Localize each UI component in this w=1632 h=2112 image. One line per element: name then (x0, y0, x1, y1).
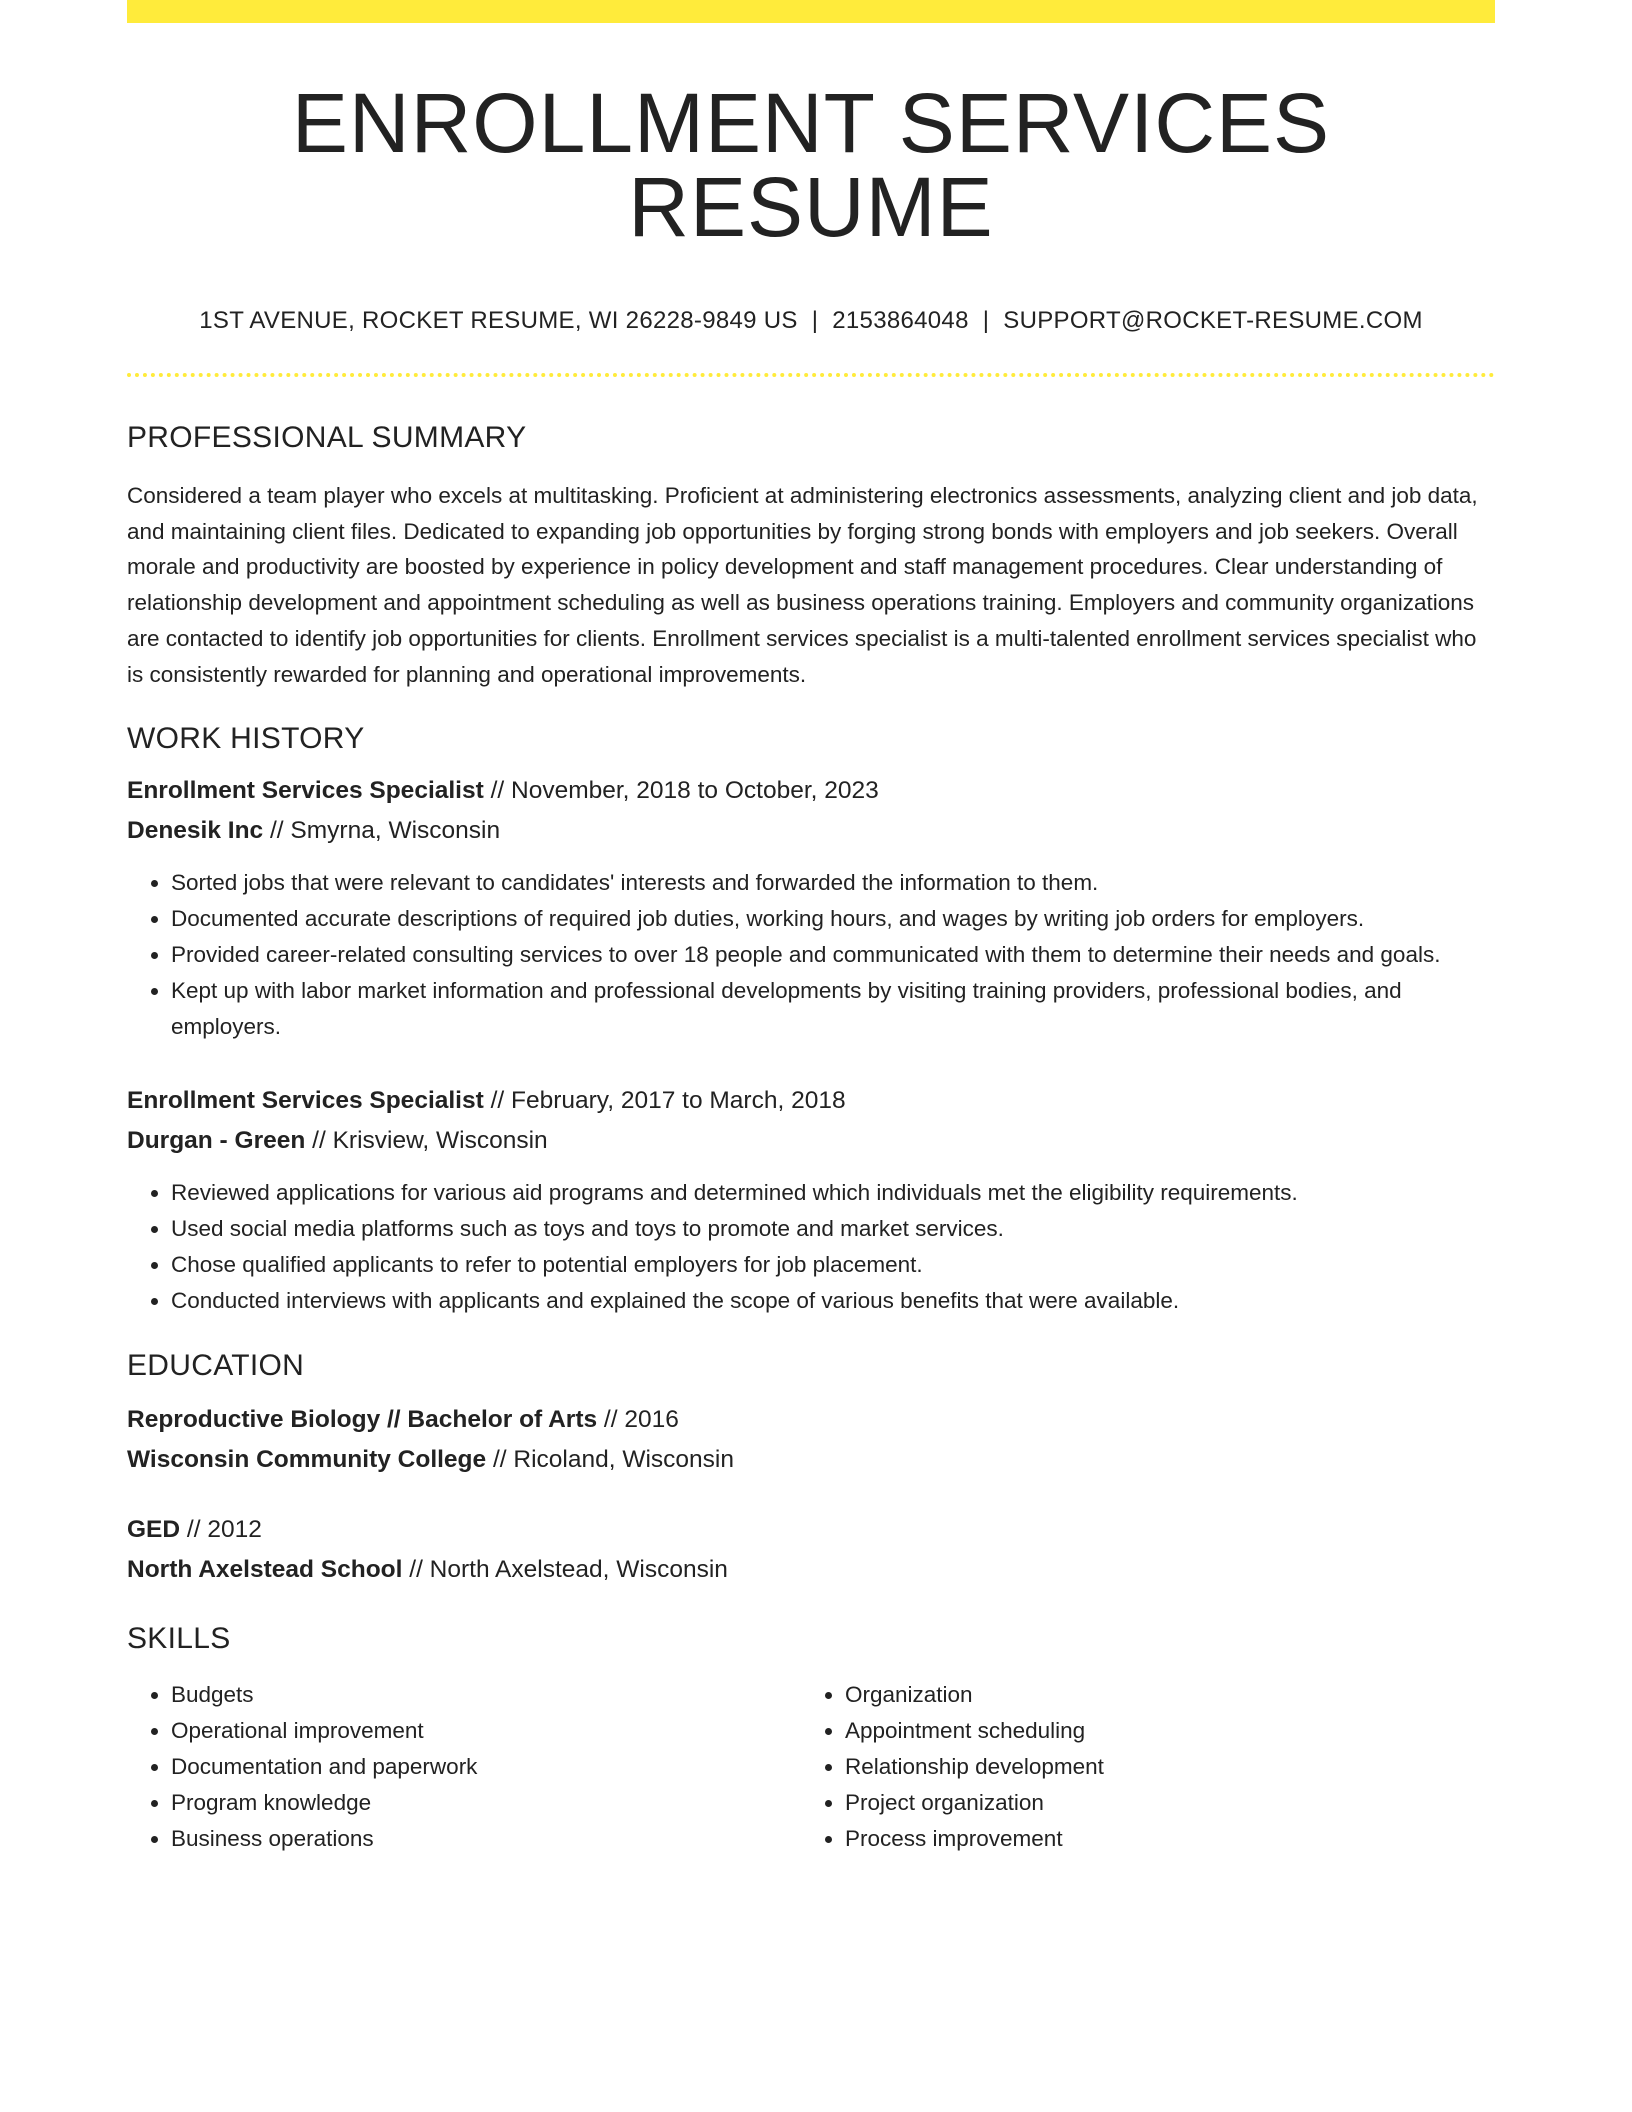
job-company: Denesik Inc (127, 817, 264, 845)
job-position: Enrollment Services Specialist (127, 777, 484, 805)
education-degree-line (127, 1400, 1495, 1440)
resume-title: ENROLLMENT SERVICES RESUME (291, 76, 1331, 254)
skill-item: • Organization (845, 1677, 1475, 1713)
education-school: North Axelstead School (127, 1556, 403, 1584)
education-location: // North Axelstead, Wisconsin (402, 1556, 728, 1584)
accent-top-bar (127, 0, 1495, 23)
skills-columns (127, 1677, 1495, 1857)
job-duties-list (127, 865, 1495, 1045)
job-position: Enrollment Services Specialist (127, 1087, 484, 1115)
education-entry (127, 1510, 1495, 1590)
job-duty-item: • Kept up with labor market information and professional developments by visiting training providers, professional bodies, and employers. (171, 973, 1495, 1045)
job-company: Durgan - Green (127, 1127, 306, 1155)
education-year: // 2012 (180, 1516, 262, 1544)
job-company-line (127, 811, 1495, 851)
skill-item: • Operational improvement (171, 1713, 801, 1749)
job-dates: // February, 2017 to March, 2018 (483, 1087, 846, 1115)
job-title-line (127, 771, 1495, 811)
skills-list-right (801, 1677, 1475, 1857)
job-duty-item: • Chose qualified applicants to refer to potential employers for job placement. (171, 1247, 1495, 1283)
job-duty-item: • Sorted jobs that were relevant to candidates' interests and forwarded the information to them. (171, 865, 1495, 901)
contact-line (127, 307, 1495, 335)
contact-email: SUPPORT@ROCKET-RESUME.COM (1003, 307, 1423, 334)
job-title-line (127, 1081, 1495, 1121)
summary-text: Considered a team player who excels at multitasking. Proficient at administering electronics assessments, analyzing client and job data, and maintaining client files. Dedicated to expanding job opportunities by forging strong bonds with employers and job seekers. Overall morale and productivity are boosted by experience in policy development and staff management procedures. Clear understanding of relationship development and appointment scheduling as well as business operations training. Employers and community organizations are contacted to identify job opportunities for clients. Enrollment services specialist is a multi-talented enrollment services specialist who is consistently rewarded for planning and operational improvements. (127, 483, 1478, 687)
contact-address: 1ST AVENUE, ROCKET RESUME, WI 26228-9849 US (199, 307, 798, 334)
contact-separator: | (982, 307, 990, 334)
job-duty-item: • Provided career-related consulting services to over 18 people and communicated with them to determine their needs and goals. (171, 937, 1495, 973)
job-duty-item: • Documented accurate descriptions of required job duties, working hours, and wages by writing job orders for employers. (171, 901, 1495, 937)
education-degree: Reproductive Biology // Bachelor of Arts (127, 1406, 598, 1434)
job-entry (127, 771, 1495, 1045)
skill-item: • Process improvement (845, 1821, 1475, 1857)
education-school: Wisconsin Community College (127, 1446, 487, 1474)
skill-item: • Documentation and paperwork (171, 1749, 801, 1785)
skill-item: • Appointment scheduling (845, 1713, 1475, 1749)
job-entry (127, 1081, 1495, 1319)
education-entry (127, 1400, 1495, 1480)
job-duty-item: • Reviewed applications for various aid programs and determined which individuals met the eligibility requirements. (171, 1175, 1495, 1211)
skill-item: • Project organization (845, 1785, 1475, 1821)
education-year: // 2016 (597, 1406, 679, 1434)
skill-item: • Budgets (171, 1677, 801, 1713)
job-location: // Smyrna, Wisconsin (263, 817, 501, 845)
education-school-line (127, 1550, 1495, 1590)
job-duty-item: • Conducted interviews with applicants and explained the scope of various benefits that were available. (171, 1283, 1495, 1319)
skill-item: • Business operations (171, 1821, 801, 1857)
resume-page (127, 0, 1495, 1857)
skill-item: • Program knowledge (171, 1785, 801, 1821)
education-school-line (127, 1440, 1495, 1480)
education-degree-line (127, 1510, 1495, 1550)
skills-heading: SKILLS (127, 1622, 231, 1656)
work-history-heading: WORK HISTORY (127, 722, 365, 756)
summary-heading: PROFESSIONAL SUMMARY (127, 421, 527, 454)
dotted-divider (127, 373, 1495, 377)
contact-separator: | (811, 307, 819, 334)
skills-list-left (127, 1677, 801, 1857)
skill-item: • Relationship development (845, 1749, 1475, 1785)
job-duty-item: • Used social media platforms such as toys and toys to promote and market services. (171, 1211, 1495, 1247)
education-degree: GED (127, 1516, 181, 1544)
job-company-line (127, 1121, 1495, 1161)
job-dates: // November, 2018 to October, 2023 (483, 777, 879, 805)
education-location: // Ricoland, Wisconsin (486, 1446, 734, 1474)
job-location: // Krisview, Wisconsin (305, 1127, 548, 1155)
contact-phone: 2153864048 (832, 307, 969, 334)
job-duties-list (127, 1175, 1495, 1319)
education-heading: EDUCATION (127, 1349, 305, 1383)
